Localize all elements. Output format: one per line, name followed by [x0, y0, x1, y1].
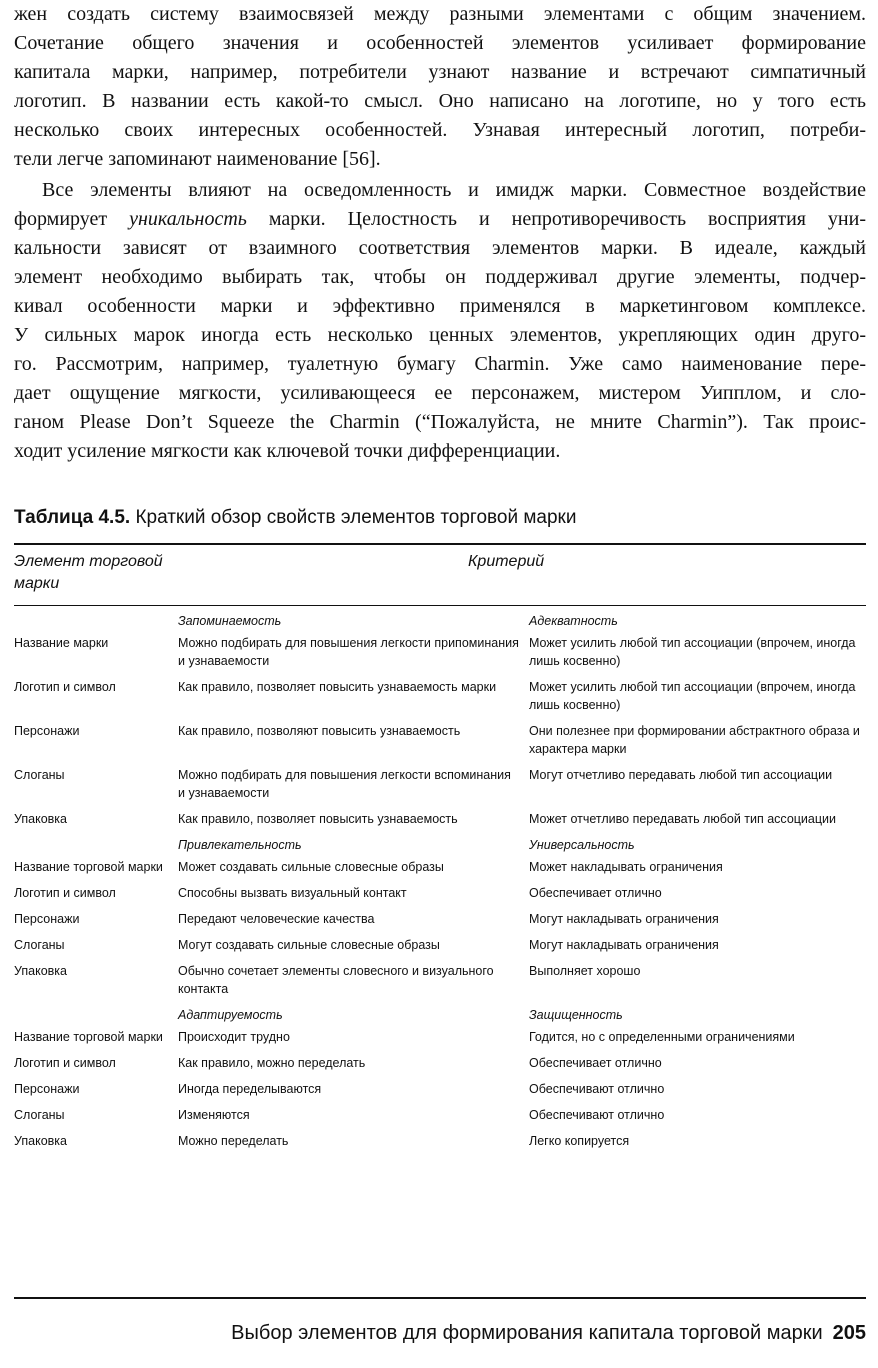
section-title-left: Привлекательность [178, 838, 302, 852]
criterion-right-cell: Может накладывать ограничения [529, 860, 723, 874]
element-cell: Персонажи [14, 912, 80, 926]
criterion-right-cell: Легко копируется [529, 1134, 630, 1148]
element-cell: Упаковка [14, 812, 67, 826]
element-cell: Персонажи [14, 1082, 80, 1096]
table-row [14, 634, 866, 678]
criterion-left-cell: Как правило, позволяют повысить узнаваемость [178, 724, 461, 738]
text-line: кивал особенности марки и эффективно применялся в маркетинговом комплексе. [14, 295, 866, 317]
section-title-right: Адекватность [529, 614, 618, 628]
section-title-row [14, 1006, 866, 1028]
table-row [14, 678, 866, 722]
criterion-left-cell: Могут создавать сильные словесные образы [178, 938, 440, 952]
text-line: тели легче запоминают наименование [56]. [14, 148, 381, 170]
criterion-left-cell: Иногда переделываются [178, 1082, 322, 1096]
element-cell: Название торговой марки [14, 1030, 163, 1044]
table-row [14, 1054, 866, 1080]
criterion-right-cell: Могут накладывать ограничения [529, 912, 719, 926]
criterion-right-cell: Обеспечивают отлично [529, 1082, 665, 1096]
text-line: несколько своих интересных особенностей. Узнавая интересный логотип, потреби- [14, 119, 866, 141]
criterion-right-cell: Может усилить любой тип ассоциации (впрочем, иногда лишь косвенно) [529, 636, 856, 668]
element-cell: Упаковка [14, 1134, 67, 1148]
section-title-right: Защищенность [529, 1008, 623, 1022]
criterion-left-cell: Можно подбирать для повышения легкости припоминания и узнаваемости [178, 636, 519, 668]
text-line: го. Рассмотрим, например, туалетную бумагу Charmin. Уже само наименование пере- [14, 353, 866, 375]
section-title-row [14, 836, 866, 858]
element-cell: Логотип и символ [14, 680, 116, 694]
element-cell: Логотип и символ [14, 1056, 116, 1070]
element-cell: Слоганы [14, 1108, 65, 1122]
text-line: кальности зависят от взаимного соответствия элементов марки. В идеале, каждый [14, 237, 866, 259]
page-footer [0, 1322, 866, 1345]
element-cell: Слоганы [14, 768, 65, 782]
emphasis-uniqueness: уникальность [129, 208, 247, 230]
table-row [14, 1028, 866, 1054]
table-row [14, 858, 866, 884]
table-header-rule [14, 605, 866, 606]
criterion-left-cell: Происходит трудно [178, 1030, 290, 1044]
header-criterion: Критерий [468, 553, 545, 570]
table-row [14, 962, 866, 1006]
page-number: 205 [832, 1322, 866, 1344]
element-cell: Слоганы [14, 938, 65, 952]
element-cell: Персонажи [14, 724, 80, 738]
criterion-right-cell: Могут накладывать ограничения [529, 938, 719, 952]
table-row [14, 936, 866, 962]
element-cell: Название марки [14, 636, 109, 650]
table-caption-label: Таблица 4.5. [14, 507, 131, 528]
running-title: Выбор элементов для формирования капитала торговой марки [231, 1322, 823, 1344]
element-cell: Название торговой марки [14, 860, 163, 874]
criterion-right-cell: Обеспечивает отлично [529, 1056, 662, 1070]
section-title-right: Универсальность [529, 838, 635, 852]
criterion-left-cell: Как правило, можно переделать [178, 1056, 366, 1070]
table-row [14, 1132, 866, 1158]
section-title-left: Адаптируемость [178, 1008, 283, 1022]
table-bottom-rule [14, 1297, 866, 1299]
text-line [14, 205, 866, 234]
table-top-rule [14, 543, 866, 545]
element-cell: Логотип и символ [14, 886, 116, 900]
text-line: жен создать систему взаимосвязей между разными элементами с общим значением. [14, 3, 866, 25]
criterion-right-cell: Может усилить любой тип ассоциации (впрочем, иногда лишь косвенно) [529, 680, 856, 712]
criterion-right-cell: Выполняет хорошо [529, 964, 641, 978]
section-spacer [14, 836, 178, 858]
paragraph-2 [14, 176, 866, 466]
table-row [14, 910, 866, 936]
criterion-left-cell: Как правило, позволяет повысить узнаваемость марки [178, 680, 497, 694]
table-row [14, 722, 866, 766]
table-row [14, 884, 866, 910]
table-row [14, 810, 866, 836]
text-line: ходит усиление мягкости как ключевой точки дифференциации. [14, 440, 561, 462]
text-line: дает ощущение мягкости, усиливающееся ее персонажем, мистером Уипплом, и сло- [14, 382, 866, 404]
criterion-left-cell: Изменяются [178, 1108, 250, 1122]
criterion-right-cell: Могут отчетливо передавать любой тип ассоциации [529, 768, 833, 782]
text-segment: формирует [14, 208, 130, 230]
criterion-right-cell: Обеспечивают отлично [529, 1108, 665, 1122]
criterion-left-cell: Можно подбирать для повышения легкости вспоминания и узнаваемости [178, 768, 511, 800]
table-caption-text: Краткий обзор свойств элементов торговой марки [130, 507, 577, 528]
criterion-right-cell: Обеспечивает отлично [529, 886, 662, 900]
table-row [14, 766, 866, 810]
text-line: У сильных марок иногда есть несколько ценных элементов, укрепляющих один друго- [14, 324, 866, 346]
criterion-left-cell: Способны вызвать визуальный контакт [178, 886, 407, 900]
criterion-left-cell: Обычно сочетает элементы словесного и визуального контакта [178, 964, 494, 996]
table-row [14, 1080, 866, 1106]
paragraph-1 [14, 0, 866, 174]
element-cell: Упаковка [14, 964, 67, 978]
criterion-left-cell: Можно переделать [178, 1134, 289, 1148]
section-spacer [14, 612, 178, 634]
section-title-left: Запоминаемость [178, 614, 282, 628]
text-line: логотип. В названии есть какой-то смысл. Оно написано на логотипе, но у того есть [14, 90, 866, 112]
brand-elements-table [14, 612, 866, 1158]
text-line: ганом Please Don’t Squeeze the Charmin (“Пожалуйста, не мните Charmin”). Так проис- [14, 411, 866, 433]
section-title-row [14, 612, 866, 634]
criterion-right-cell: Годится, но с определенными ограничениями [529, 1030, 795, 1044]
text-line: элемент необходимо выбирать так, чтобы он поддерживал другие элементы, подчер- [14, 266, 866, 288]
text-line: Все элементы влияют на осведомленность и имидж марки. Совместное воздействие [42, 179, 866, 201]
criterion-right-cell: Может отчетливо передавать любой тип ассоциации [529, 812, 836, 826]
text-line: капитала марки, например, потребители узнают название и встречают симпатичный [14, 61, 866, 83]
table-caption [14, 507, 866, 529]
criterion-left-cell: Может создавать сильные словесные образы [178, 860, 444, 874]
criterion-right-cell: Они полезнее при формировании абстрактного образа и характера марки [529, 724, 860, 756]
table-row [14, 1106, 866, 1132]
header-element: Элемент торговой марки [14, 553, 163, 592]
text-segment: марки. Целостность и непротиворечивость восприятия уни- [246, 208, 867, 230]
table-body [14, 612, 866, 1158]
criterion-left-cell: Как правило, позволяет повысить узнаваемость [178, 812, 458, 826]
section-spacer [14, 1006, 178, 1028]
criterion-left-cell: Передают человеческие качества [178, 912, 375, 926]
text-line: Сочетание общего значения и особенностей элементов усиливает формирование [14, 32, 866, 54]
